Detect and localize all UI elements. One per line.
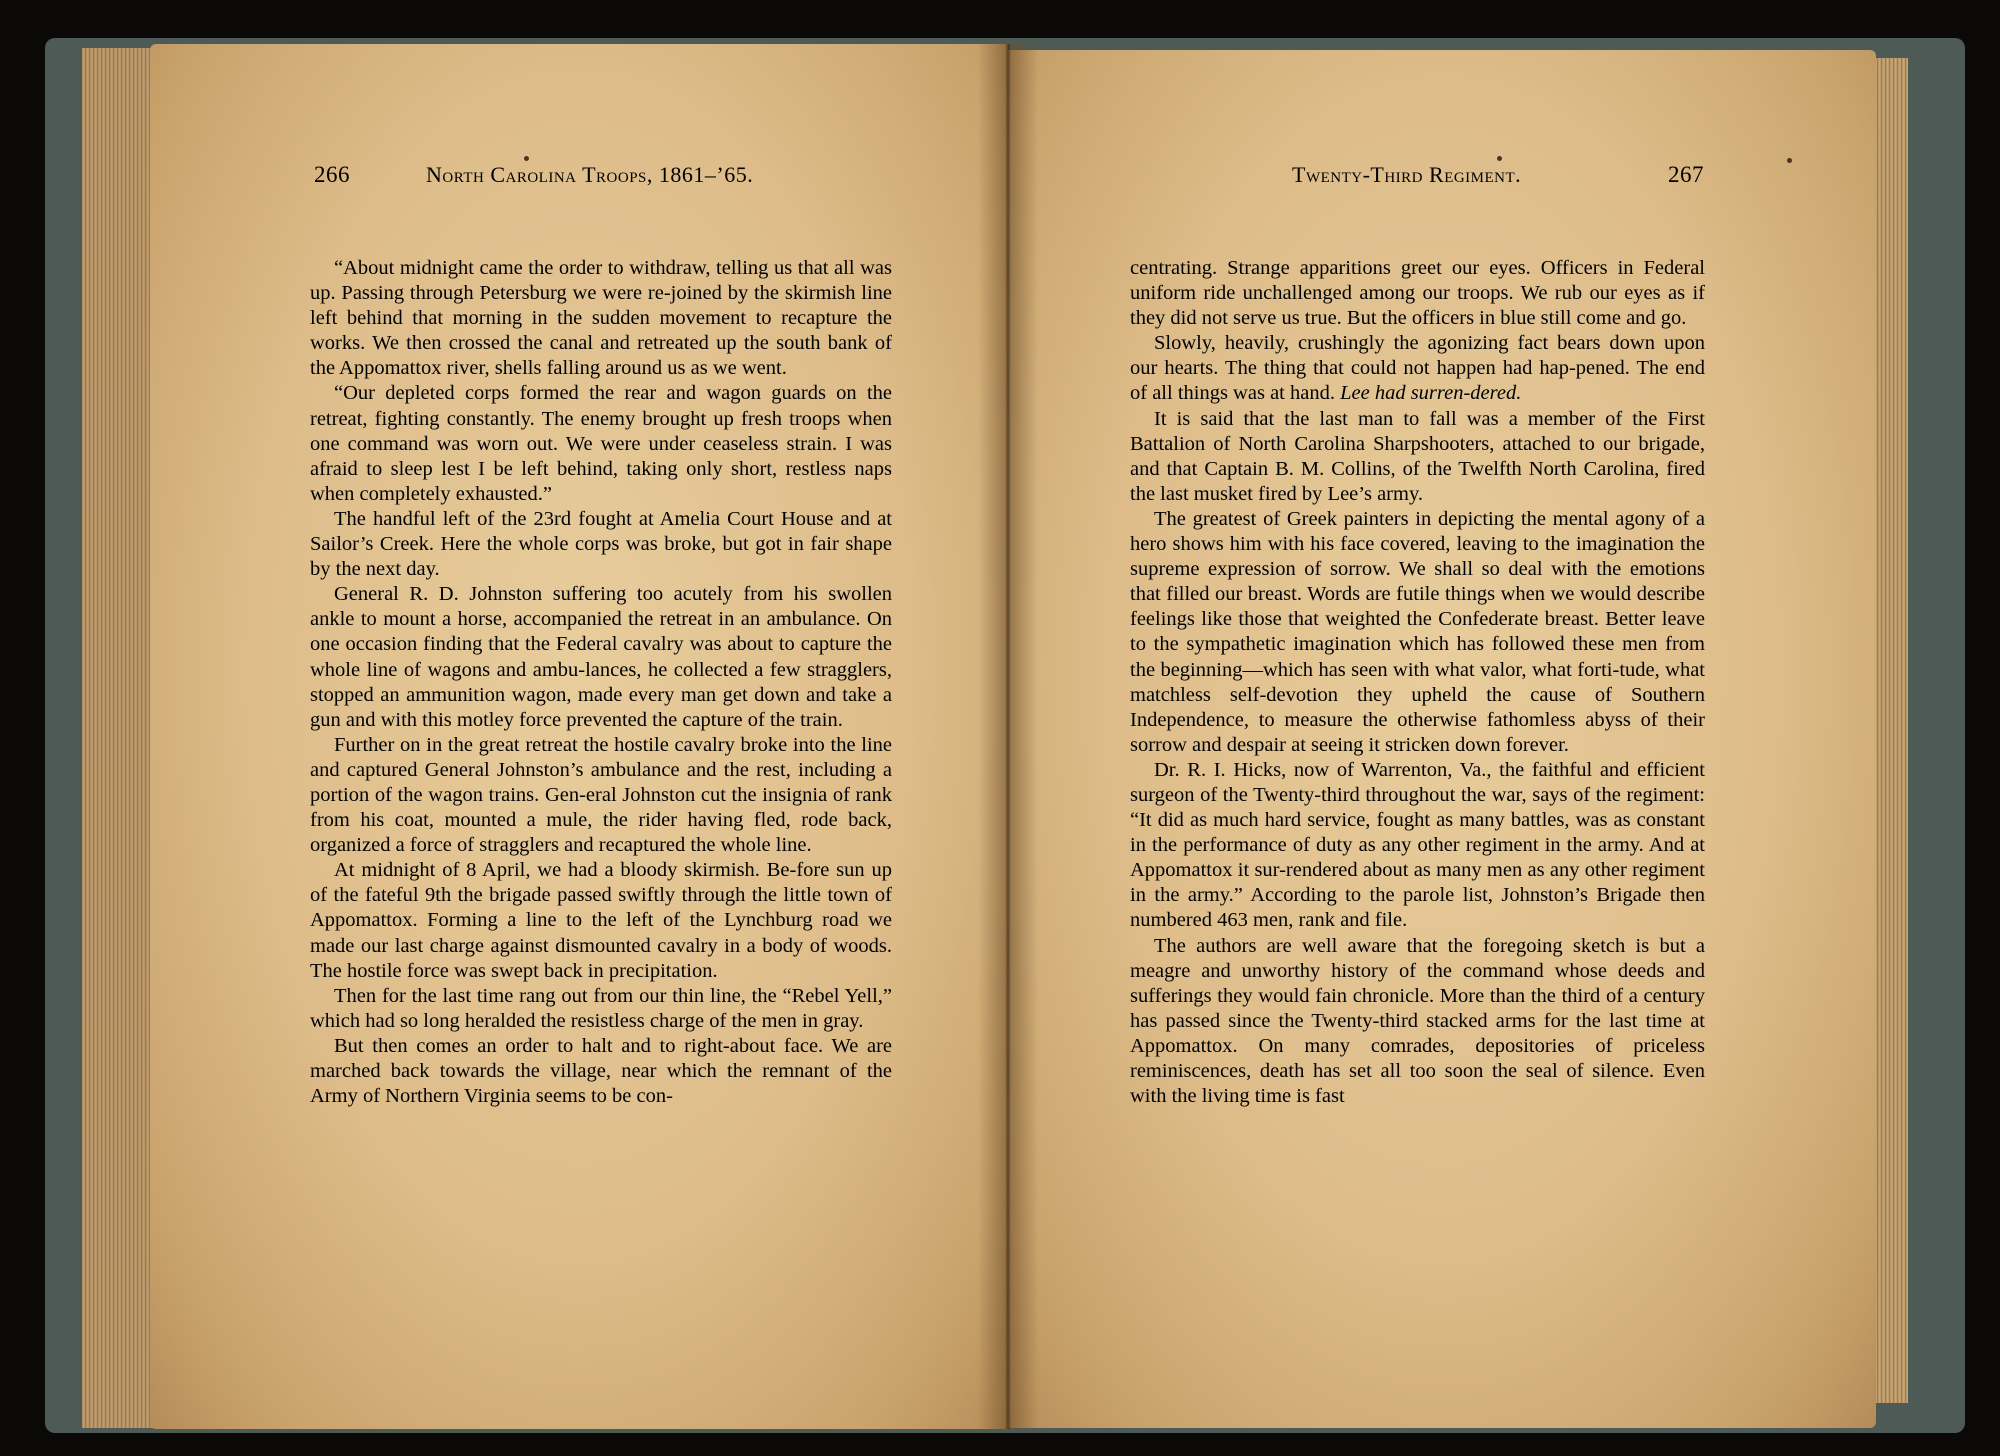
paragraph: At midnight of 8 April, we had a bloody skirmish. Be-fore sun up of the fateful 9th the brigade passed swiftly through the little town of Appomattox. Forming a line to the left of the Lynchburg road we made our last charge against dismounted cavalry in a body of woods. The hostile force was swept back in precipitation. [310, 859, 892, 982]
paragraph: General R. D. Johnston suffering too acutely from his swollen ankle to mount a horse, accompanied the retreat in an ambulance. On one occasion finding that the Federal cavalry was about to capture the whole line of wagons and ambu-lances, he collected a few stragglers, stopped an ammunition wagon, made every man get down and take a gun and with this motley force prevented the capture of the train. [310, 583, 892, 731]
right-page-body [1130, 256, 1705, 1109]
paragraph: The handful left of the 23rd fought at Amelia Court House and at Sailor’s Creek. Here the whole corps was broke, but got in fair shape by the next day. [310, 507, 892, 581]
left-page-body [310, 256, 892, 1109]
left-running-title: North Carolina Troops, 1861–’65. [426, 162, 754, 187]
paragraph: centrating. Strange apparitions greet our eyes. Officers in Federal uniform ride unchallenged among our troops. We rub our eyes as if they did not serve us true. But the officers in blue still come and go. [1130, 257, 1705, 330]
right-page-number: 267 [1668, 162, 1704, 187]
book-gutter [978, 44, 1038, 1429]
left-page-number: 266 [314, 162, 350, 187]
italic-text: Lee had surren-dered. [1340, 382, 1522, 405]
paragraph-text: Slowly, heavily, crushingly the agonizing fact bears down upon our hearts. The thing that could not happen had hap-pened. The end of all things was at hand. [1130, 332, 1705, 405]
page-edges-left [82, 48, 160, 1428]
paragraph: Then for the last time rang out from our thin line, the “Rebel Yell,” which had so long heralded the resistless charge of the men in gray. [310, 984, 892, 1032]
right-running-title: Twenty-Third Regiment. [1292, 162, 1522, 187]
paragraph [1130, 331, 1705, 406]
paragraph: It is said that the last man to fall was a member of the First Battalion of North Carolina Sharpshooters, attached to our brigade, and that Captain B. M. Collins, of the Twelfth North Carolina, fired the last musket fired by Lee’s army. [1130, 407, 1705, 505]
print-mark [524, 156, 529, 161]
paragraph: But then comes an order to halt and to right-about face. We are marched back towards the village, near which the remnant of the Army of Northern Virginia seems to be con- [310, 1034, 892, 1108]
paragraph: The authors are well aware that the foregoing sketch is but a meagre and unworthy history of the command whose deeds and sufferings they would fain chronicle. More than the third of a century has passed since the Twenty-third stacked arms for the last time at Appomattox. On many comrades, depositories of priceless reminiscences, death has set all too soon the seal of silence. Even with the living time is fast [1130, 934, 1705, 1108]
print-mark [1787, 158, 1792, 163]
paragraph: “About midnight came the order to withdraw, telling us that all was up. Passing through Petersburg we were re-joined by the skirmish line left behind that morning in the sudden movement to recapture the works. We then crossed the canal and retreated up the south bank of the Appomattox river, shells falling around us as we went. [310, 257, 892, 380]
paragraph: Dr. R. I. Hicks, now of Warrenton, Va., the faithful and efficient surgeon of the Twenty-third throughout the war, says of the regiment: “It did as much hard service, fought as many battles, was as constant in the performance of duty as any other regiment in the army. And at Appomattox it sur-rendered about as many men as any other regiment in the army.” According to the parole list, Johnston’s Brigade then numbered 463 men, rank and file. [1130, 758, 1705, 932]
right-page-header [1292, 162, 1704, 188]
paragraph: Further on in the great retreat the hostile cavalry broke into the line and captured General Johnston’s ambulance and the rest, including a portion of the wagon trains. Gen-eral Johnston cut the insignia of rank from his coat, mounted a mule, the rider having fled, rode back, organized a force of stragglers and recaptured the whole line. [310, 733, 892, 857]
paragraph: The greatest of Greek painters in depicting the mental agony of a hero shows him with his face covered, leaving to the imagination the supreme expression of sorrow. We shall so deal with the emotions that filled our breast. Words are futile things when we would describe feelings like those that weighted the Confederate breast. Better leave to the sympathetic imagination which has followed these men from the beginning—which has seen with what valor, what forti-tude, what matchless self-devotion they upheld the cause of Southern Independence, to measure the otherwise fathomless abyss of their sorrow and despair at seeing it stricken down forever. [1130, 507, 1705, 756]
print-mark [1497, 156, 1502, 161]
left-page-header [314, 162, 792, 188]
paragraph: “Our depleted corps formed the rear and wagon guards on the retreat, fighting constantly. The enemy brought up fresh troops when one command was worn out. We were under ceaseless strain. I was afraid to sleep lest I be left behind, taking only short, restless naps when completely exhausted.” [310, 382, 892, 505]
